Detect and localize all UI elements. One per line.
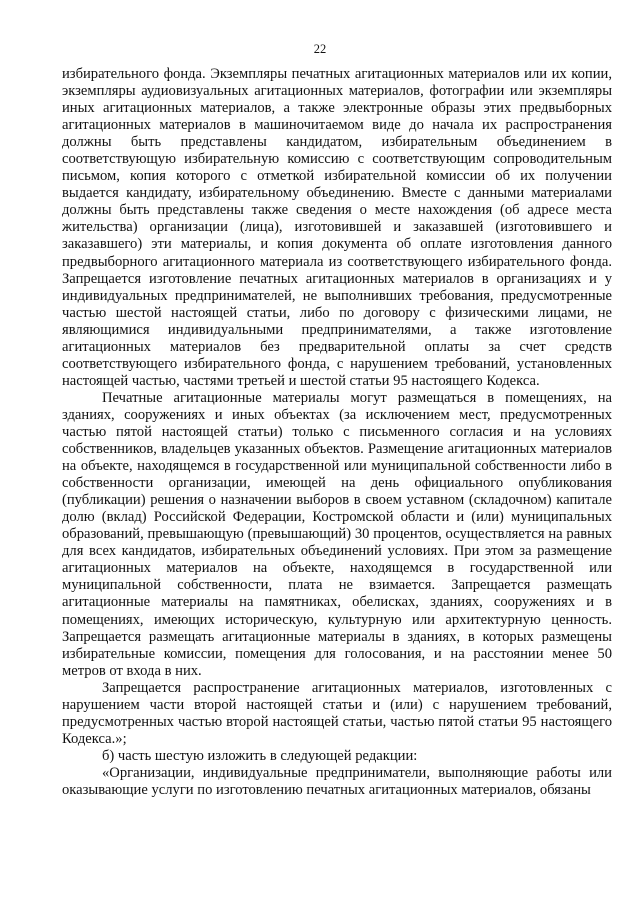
paragraph-continuation: избирательного фонда. Экземпляры печатных агитационных материалов или их копии, экземпляры аудиовизуальных агитационных материалов, фотографии или экземпляры иных агитационных материалов, а также электронные образы этих предвыборных агитационных материалов в машиночитаемом виде до начала их распространения должны быть представлены кандидатом, избирательным объединением в соответствующую избирательную комиссию с соответствующим сопроводительным письмом, копия которого с отметкой избирательной комиссии об их получении выдается кандидату, избирательному объединению. Вместе с данными материалами должны быть представлены также сведения о месте нахождения (об адресе места жительства) организации (лица), изготовившей и заказавшей (изготовившего и заказавшего) эти материалы, и копия документа об оплате изготовления данного предвыборного агитационного материала из соответствующего избирательного фонда. Запрещается изготовление печатных агитационных материалов в организациях и у индивидуальных предпринимателей, не выполнивших требования, предусмотренные частью шестой настоящей статьи, либо по договору с физическими лицами, не являющимися индивидуальными предпринимателями, а также изготовление агитационных материалов без предварительной оплаты за счет средств соответствующего избирательного фонда, с нарушением требований, установленных настоящей частью, частями третьей и шестой статьи 95 настоящего Кодекса. xyxy=(62,66,612,389)
paragraph-organizations-obligations: «Организации, индивидуальные предприниматели, выполняющие работы или оказывающие услуги по изготовлению печатных агитационных материалов, обязаны xyxy=(62,764,612,798)
page-number: 22 xyxy=(313,42,327,56)
document-body xyxy=(62,66,612,799)
paragraph-amendment-b: б) часть шестую изложить в следующей редакции: xyxy=(102,747,418,764)
paragraph-distribution-prohibition: Запрещается распространение агитационных материалов, изготовленных с нарушением части второй настоящей статьи и (или) с нарушением требований, предусмотренных частью второй настоящей статьи, частью пятой статьи 95 настоящего Кодекса.»; xyxy=(62,679,612,747)
paragraph-printed-materials-placement: Печатные агитационные материалы могут размещаться в помещениях, на зданиях, сооружениях и иных объектах (за исключением мест, предусмотренных частью пятой настоящей статьи) только с письменного согласия и на условиях собственников, владельцев указанных объектов. Размещение агитационных материалов на объекте, находящемся в государственной или муниципальной собственности либо в собственности организации, имеющей на день официального опубликования (публикации) решения о назначении выборов в своем уставном (складочном) капитале долю (вклад) Российской Федерации, Костромской области и (или) муниципальных образований, превышающую (превышающий) 30 процентов, осуществляется на равных для всех кандидатов, избирательных объединений условиях. При этом за размещение агитационных материалов на объекте, находящемся в государственной или муниципальной собственности, плата не взимается. Запрещается размещать агитационные материалы на памятниках, обелисках, зданиях, сооружениях и в помещениях, имеющих историческую, культурную или архитектурную ценность. Запрещается размещать агитационные материалы в зданиях, в которых размещены избирательные комиссии, помещения для голосования, и на расстоянии менее 50 метров от входа в них. xyxy=(62,389,612,679)
